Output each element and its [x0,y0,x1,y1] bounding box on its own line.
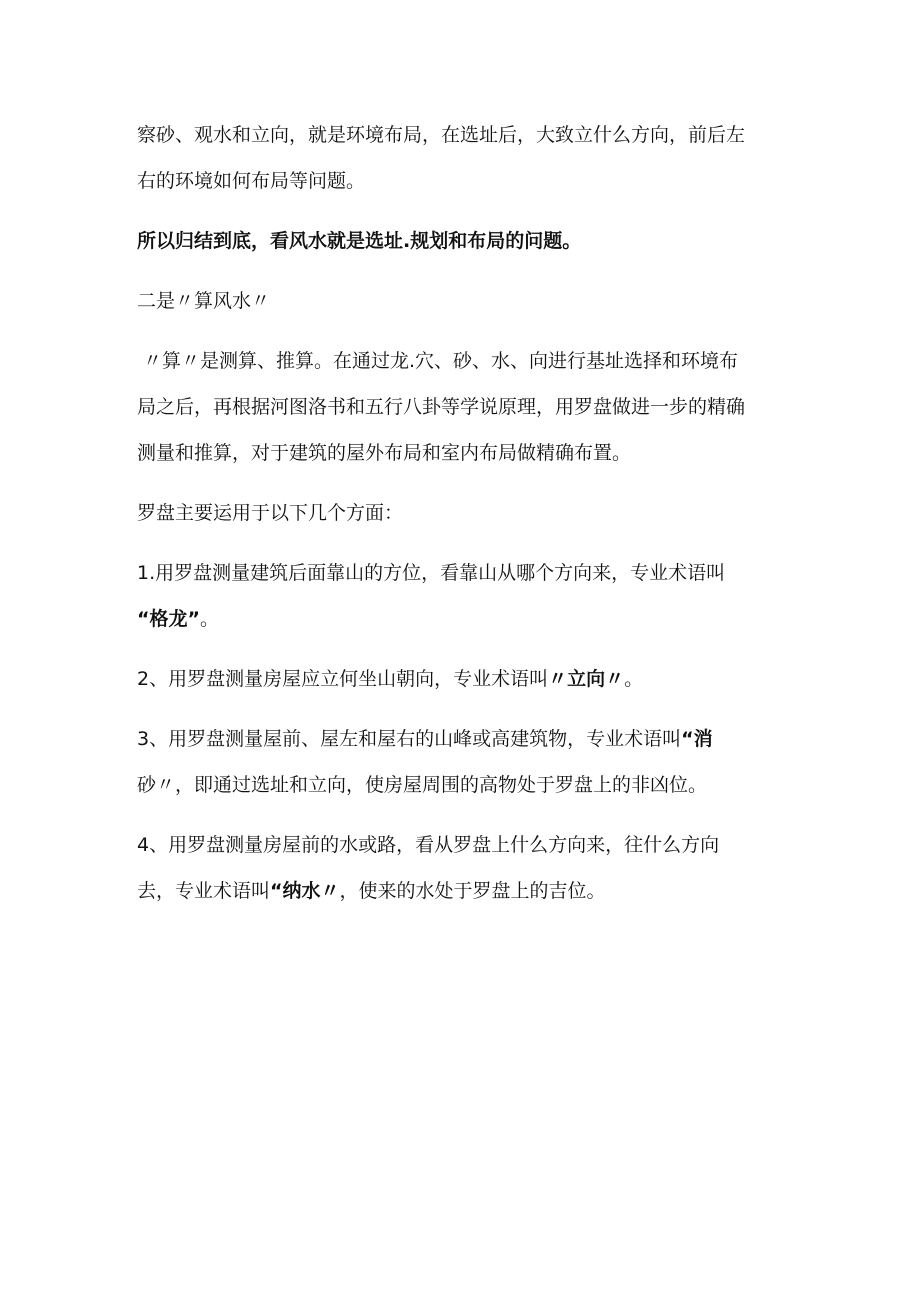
item-1-line-2-end: 。 [199,608,219,630]
item-2-suffix: 。 [624,668,644,690]
item-4-line-2 [137,868,792,914]
term-xiao-sha-part-1: “消 [681,728,713,750]
paragraph-2-line: 所以归结到底，看风水就是选址.规划和布局的问题。 [137,230,582,252]
item-3-line-1 [137,716,792,762]
paragraph-4 [137,338,792,476]
paragraph-3-heading [137,278,792,324]
item-3-prefix: 3、用罗盘测量屋前、屋左和屋右的山峰或高建筑物，专业术语叫 [137,728,682,750]
item-2-prefix: 2、用罗盘测量房屋应立何坐山朝向，专业术语叫 [137,668,549,690]
paragraph-5-line: 罗盘主要运用于以下几个方面： [137,502,404,524]
item-1-line-2 [137,596,792,642]
item-4-prefix: 去，专业术语叫 [137,880,271,902]
paragraph-8-item-3 [137,716,792,808]
term-li-xiang: 〃立向〃 [548,668,625,690]
paragraph-4-line-1 [137,338,792,384]
term-xiao-sha-part-2: 砂〃 [137,774,176,796]
paragraph-3-line: 二是〃算风水〃 [137,290,271,312]
item-3-line-2 [137,762,792,808]
paragraph-7-item-2 [137,656,792,702]
term-na-shui: “纳水〃 [270,880,340,902]
paragraph-2-conclusion [137,218,792,264]
paragraph-5 [137,490,792,536]
paragraph-1-line-2: 右的环境如何布局等问题。 [137,170,366,192]
paragraph-6-item-1 [137,550,792,642]
item-4-rest: ，使来的水处于罗盘上的吉位。 [339,880,606,902]
paragraph-4-line-3: 测量和推算，对于建筑的屋外布局和室内布局做精确布置。 [137,442,632,464]
term-ge-long: “格龙” [137,608,200,630]
item-2-line [137,656,792,702]
item-4-line-1: 4、用罗盘测量房屋前的水或路，看从罗盘上什么方向来，往什么方向 [137,834,720,856]
item-1-line-1: 1.用罗盘测量建筑后面靠山的方位，看靠山从哪个方向来，专业术语叫 [137,562,726,584]
item-3-rest: ，即通过选址和立向，使房屋周围的高物处于罗盘上的非凶位。 [175,774,708,796]
paragraph-1 [137,112,792,204]
document-body [137,112,792,928]
paragraph-1-line-1: 察砂、观水和立向，就是环境布局，在选址后，大致立什么方向，前后左 [137,124,746,146]
paragraph-9-item-4 [137,822,792,914]
paragraph-4-line-1-text: 〃算〃是测算、推算。在通过龙.穴、砂、水、向进行基址选择和环境布 [143,350,739,372]
paragraph-4-line-2: 局之后，再根据河图洛书和五行八卦等学说原理，用罗盘做进一步的精确 [137,396,746,418]
